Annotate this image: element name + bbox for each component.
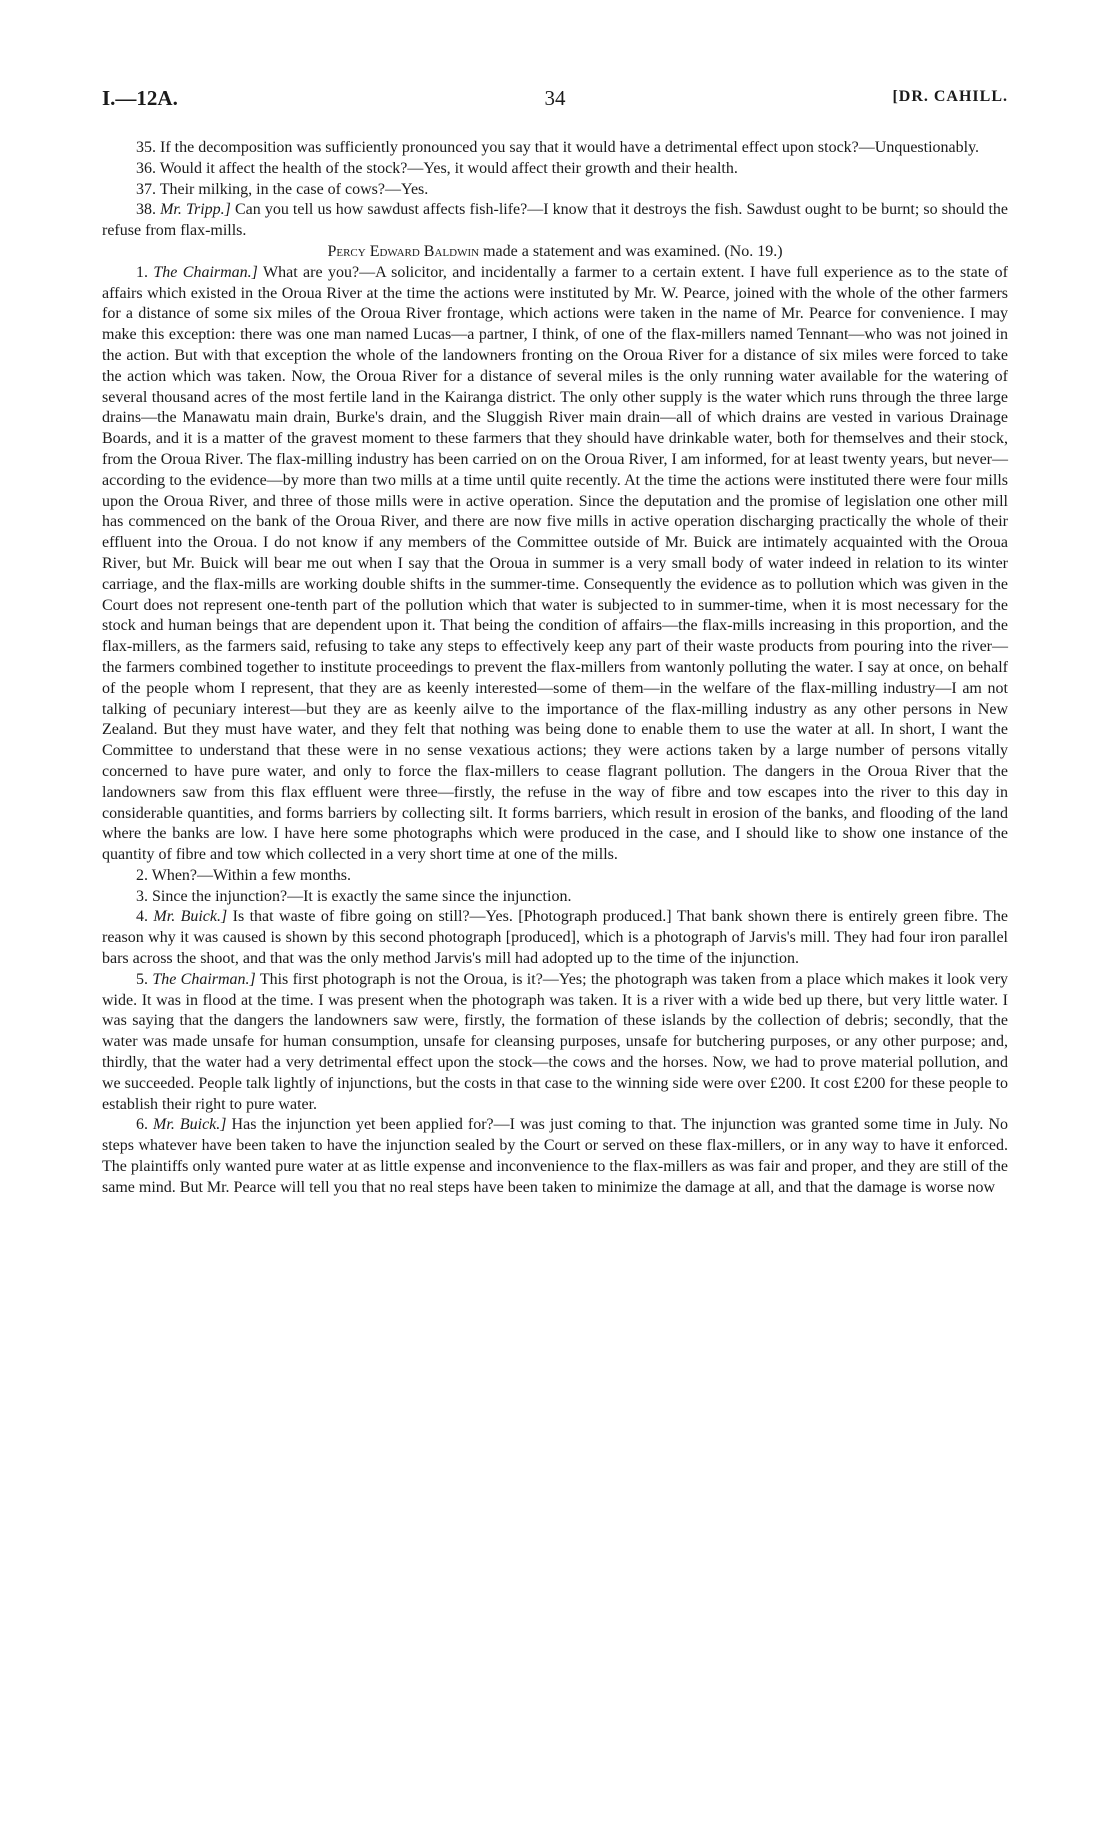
question-paragraph: 2. When?—Within a few months. [136,866,352,884]
witness-name-header: [DR. CAHILL. [892,88,1008,105]
question-paragraph: 5. The Chairman.] This first photograph is not the Oroua, is it?—Yes; the photograph was taken from a place which makes it look very wide. It was in flood at the time. I was present when the photograph was taken. It is a river with a wide bed up there, but very little water. I was saying that the dangers the landowners saw were, firstly, the formation of these islands by the collection of debris; secondly, that the water was made unsafe for human consumption, unsafe for cleansing purposes, unsafe for butchering purposes, or any other purpose; and, thirdly, that the water had a very detrimental effect upon the stock—the cows and the horses. Now, we had to prove material pollution, and we succeeded. People talk lightly of injunctions, but the costs in that case to the winning side were over £200. It cost £200 for these people to establish their right to pure water. [102,970,1009,1113]
witness-name: Percy Edward Baldwin [327,242,480,260]
question-paragraph: 36. Would it affect the health of the stock?—Yes, it would affect their growth and their health. [136,159,738,177]
page-header [102,86,1008,114]
document-body [102,138,1008,1199]
question-paragraph: 6. Mr. Buick.] Has the injunction yet been applied for?—I was just coming to that. The injunction was granted some time in July. No steps whatever have been taken to have the injunction sealed by the Court or served on these flax-millers, or in any way to have it enforced. The plaintiffs only wanted pure water at as little expense and inconvenience to the flax-millers as was fair and proper, and they are still of the same mind. But Mr. Pearce will tell you that no real steps have been taken to minimize the damage at all, and that the damage is worse now [102,1116,1008,1196]
question-paragraph: 1. The Chairman.] What are you?—A solicitor, and incidentally a farmer to a certain extent. I have full experience as to the state of affairs which existed in the Oroua River at the time the actions were instituted by Mr. W. Pearce, joined with the whole of the other farmers for a distance of some six miles of the Oroua River frontage, which actions were taken in the name of Mr. Pearce for convenience. I may make this exception: there was one man named Lucas—a partner, I think, of one of the flax-millers named Tennant—who was not joined in the action. But with that exception the whole of the landowners fronting on the Oroua River for a distance of six miles were forced to take the action which was taken. Now, the Oroua River for a distance of several miles is the only running water available for the watering of several thousand acres of the most fertile land in the Kairanga district. The only other supply is the water which runs through the three large drains—the Manawatu main drain, Burke's drain, and the Sluggish River main drain—all of which drains are vested in various Drainage Boards, and it is a matter of the gravest moment to these farmers that they should have drinkable water, both for themselves and their stock, from the Oroua River. The flax-milling industry has been carried on on the Oroua River, I am informed, for at least twenty years, but never—according to the evidence—by more than two mills at a time until quite recently. At the time the actions were instituted there were four mills upon the Oroua River, and three of those mills were in active operation. Since the deputation and the promise of legislation one other mill has commenced on the bank of the Oroua River, and there are now five mills in active operation discharging practically the whole of their effluent into the Oroua. I do not know if any members of the Committee outside of Mr. Buick are intimately acquainted with the Oroua River, but Mr. Buick will bear me out when I say that the Oroua in summer is a very small body of water indeed in relation to its winter carriage, and the flax-mills are working double shifts in the summer-time. Consequently the evidence as to pollution which was given in the Court does not represent one-tenth part of the pollution which that water is subjected to in summer-time, when it is most necessary for the stock and human beings that are dependent upon it. That being the condition of affairs—the flax-mills increasing in this proportion, and the flax-millers, as the farmers said, refusing to take any steps to effectively keep any part of their waste products from pouring into the river—the farmers combined together to institute proceedings to prevent the flax-millers from wantonly polluting the water. I say at once, on behalf of the people whom I represent, that they are as keenly interested—some of them—in the welfare of the flax-milling industry—I am not talking of pecuniary interest—but they are as keenly ailve to the importance of the flax-milling industry as any other persons in New Zealand. But they must have water, and they felt that nothing was being done to enable them to use the water at all. In short, I want the Committee to understand that these were in no sense vexatious actions; they were actions taken by a large number of persons vitally concerned to have pure water, and only to force the flax-millers to cease flagrant pollution. The dangers in the Oroua River that the landowners saw from this flax effluent were three—firstly, the refuse in the way of fibre and tow escapes into the river to this day in considerable quantities, and forms barriers by collecting silt. It forms barriers, which result in erosion of the banks, and flooding of the land where the banks are low. I have here some photographs which were produced in the case, and I should like to show one instance of the quantity of fibre and tow which collected in a very short time at one of the mills. [102,263,1009,864]
question-paragraph: 3. Since the injunction?—It is exactly the same since the injunction. [136,887,572,905]
question-paragraph: 38. Mr. Tripp.] Can you tell us how sawdust affects fish-life?—I know that it destroys the fish. Sawdust ought to be burnt; so should the refuse from flax-mills. [102,201,1009,240]
question-paragraph: 35. If the decomposition was sufficiently pronounced you say that it would have a detrimental effect upon stock?—Unquestionably. [136,139,980,156]
question-paragraph: 37. Their milking, in the case of cows?—Yes. [136,180,429,198]
page-number: 34 [544,86,566,110]
question-paragraph: 4. Mr. Buick.] Is that waste of fibre going on still?—Yes. [Photograph produced.] That bank shown there is entirely green fibre. The reason why it was caused is shown by this second photograph [produced], which is a photograph of Jarvis's mill. They had four iron parallel bars across the shoot, and that was the only method Jarvis's mill had adopted up to the time of the injunction. [102,908,1008,968]
witness-heading: Percy Edward Baldwin made a statement and was examined. (No. 19.) [327,242,783,260]
document-page [102,86,1008,1199]
document-reference: I.—12A. [102,86,178,110]
